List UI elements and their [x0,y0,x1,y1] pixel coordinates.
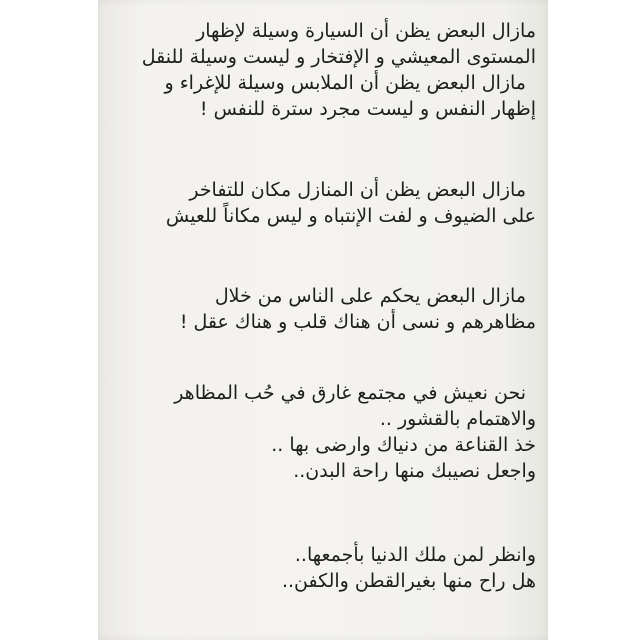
stanza-5 [96,542,536,594]
text-line: المستوى المعيشي و الإفتخار و ليست وسيلة للنقل [141,46,536,68]
stanza-1 [96,18,536,122]
text-line: إظهار النفس و ليست مجرد سترة للنفس ! [199,98,536,120]
text-line: والاهتمام بالقشور .. [379,408,536,430]
text-line: على الضيوف و لفت الإنتباه و ليس مكاناً للعيش [165,205,536,227]
text-line: مظاهرهم و نسى أن هناك قلب و هناك عقل ! [179,311,536,333]
text-line: خذ القناعة من دنياك وارضى بها .. [271,434,536,456]
text-line: مازال البعض يظن أن المنازل مكان للتفاخر [189,179,526,201]
text-line: هل راح منها بغيرالقطن والكفن.. [281,570,536,592]
text-line: وانظر لمن ملك الدنيا بأجمعها.. [294,544,536,566]
stanza-3 [96,283,536,335]
text-line: مازال البعض يحكم على الناس من خلال [214,285,526,307]
text-line: مازال البعض يظن أن السيارة وسيلة لإظهار [196,20,536,42]
text-line: مازال البعض يظن أن الملابس وسيلة للإغراء و [164,72,526,94]
stanza-2 [96,177,536,229]
text-line: نحن نعيش في مجتمع غارق في حُب المظاهر [174,382,526,404]
text-line: واجعل نصيبك منها راحة البدن.. [293,460,536,482]
stanza-4 [96,380,536,484]
